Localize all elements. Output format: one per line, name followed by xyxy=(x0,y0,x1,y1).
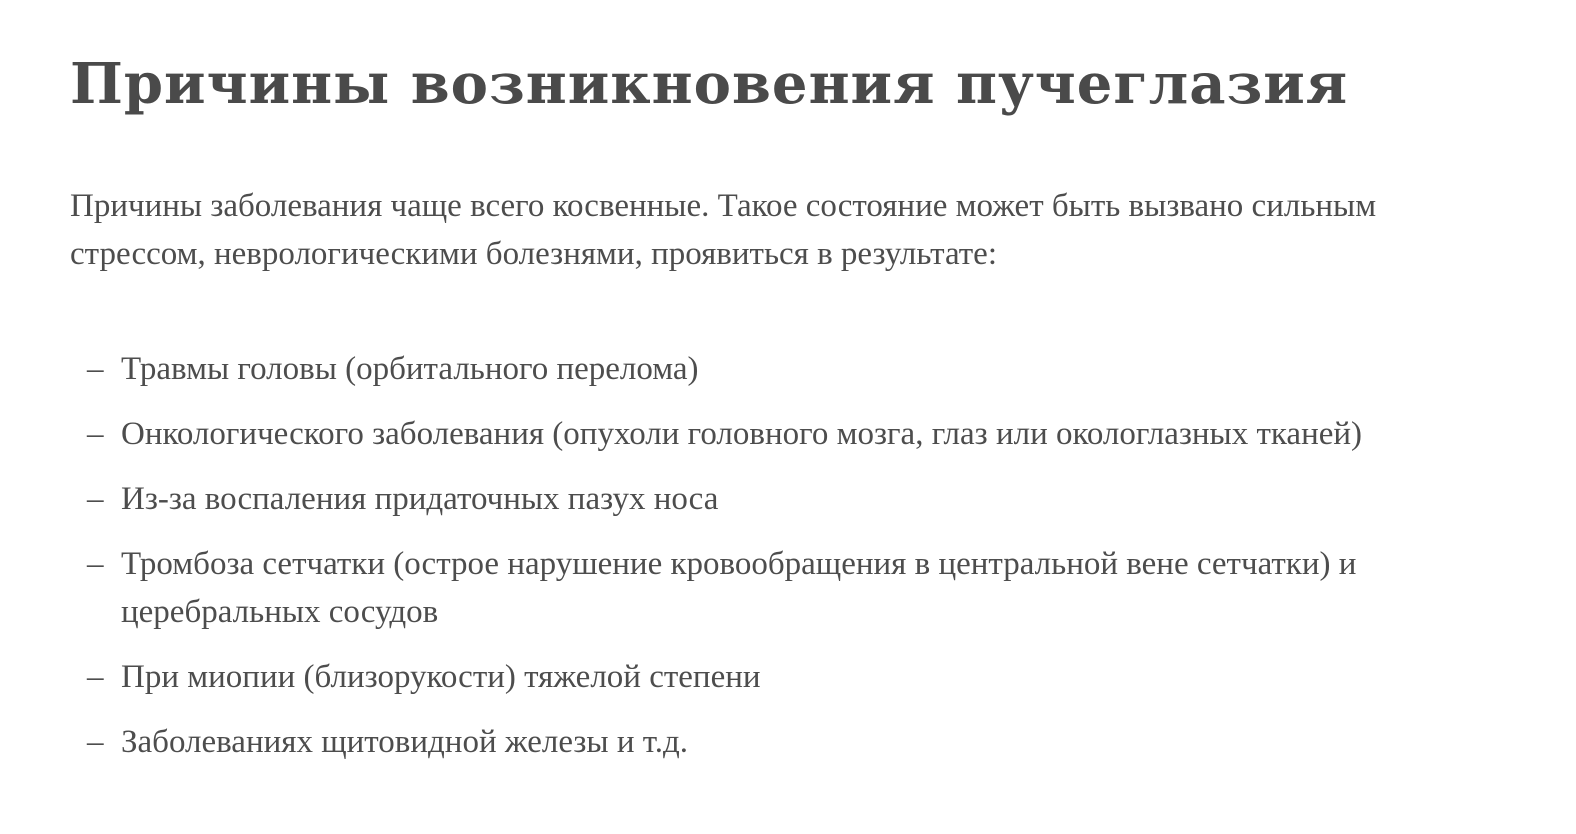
list-item-text: Тромбоза сетчатки (острое нарушение кровообращения в центральной вене сетчатки) и церебральных сосудов xyxy=(121,546,1357,630)
list-item xyxy=(70,540,1560,636)
list-item xyxy=(70,718,1560,766)
list-item-text: Травмы головы (орбитального перелома) xyxy=(121,351,699,387)
list-item-text: Из-за воспаления придаточных пазух носа xyxy=(121,481,719,517)
article xyxy=(70,0,1560,783)
list-item xyxy=(70,345,1560,393)
list-dash: – xyxy=(87,416,104,452)
list-dash: – xyxy=(87,724,104,760)
list-dash: – xyxy=(87,481,104,517)
section-heading: Причины возникновения пучеглазия xyxy=(70,51,1349,117)
list-item xyxy=(70,475,1560,523)
list-dash: – xyxy=(87,351,104,387)
list-item xyxy=(70,410,1560,458)
list-item-text: Заболеваниях щитовидной железы и т.д. xyxy=(121,724,688,760)
intro-paragraph: Причины заболевания чаще всего косвенные. Такое состояние может быть вызвано сильным стрессом, неврологическими болезнями, проявиться в результате: xyxy=(70,188,1377,272)
list-item xyxy=(70,653,1560,701)
list-item-text: При миопии (близорукости) тяжелой степени xyxy=(121,659,761,695)
list-item-text: Онкологического заболевания (опухоли головного мозга, глаз или окологлазных тканей) xyxy=(121,416,1363,452)
list-dash: – xyxy=(87,546,104,582)
list-dash: – xyxy=(87,659,104,695)
causes-list xyxy=(70,345,1560,766)
